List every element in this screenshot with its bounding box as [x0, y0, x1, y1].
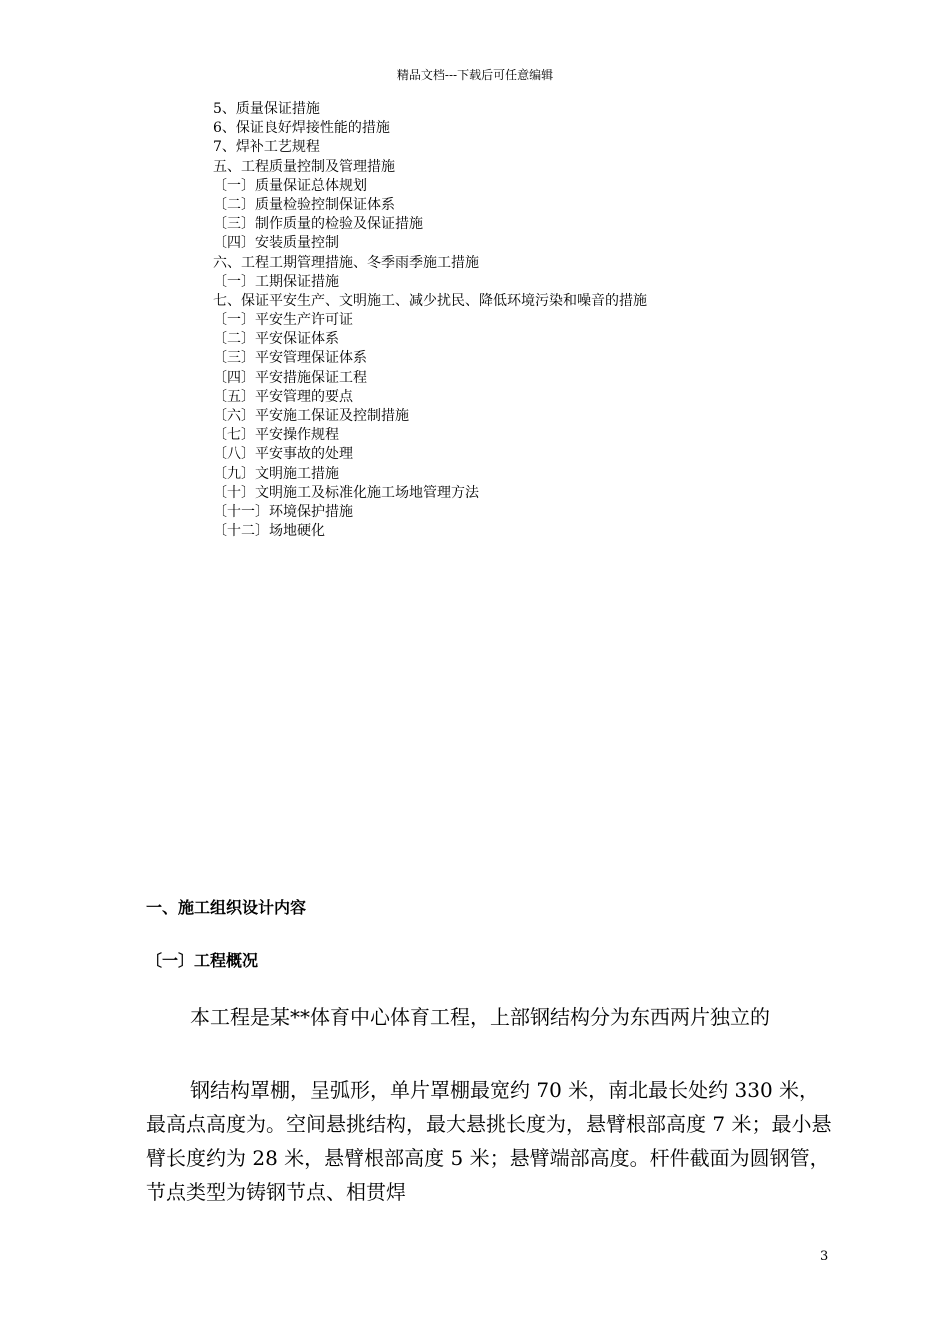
toc-item: 〔二〕平安保证体系 [213, 331, 339, 348]
toc-item: 5、质量保证措施 [213, 101, 320, 117]
body-paragraph: 本工程是某**体育中心体育工程，上部钢结构分为东西两片独立的 [190, 1005, 770, 1029]
toc-item: 6、保证良好焊接性能的措施 [213, 120, 390, 137]
table-of-contents [213, 100, 833, 541]
page-number: 3 [820, 1249, 829, 1264]
section-heading: 一、施工组织设计内容 [146, 898, 307, 917]
toc-item: 〔三〕平安管理保证体系 [213, 350, 367, 367]
toc-item: 〔十一〕环境保护措施 [213, 503, 353, 520]
toc-item: 〔八〕平安事故的处理 [213, 446, 353, 463]
toc-item: 〔五〕平安管理的要点 [213, 388, 353, 405]
toc-item: 〔十二〕场地硬化 [213, 523, 325, 540]
toc-item: 〔七〕平安操作规程 [213, 427, 339, 444]
toc-item: 〔三〕制作质量的检验及保证措施 [213, 216, 423, 233]
page-header: 精品文档---下载后可任意编辑 [396, 68, 554, 82]
section-subheading: 〔一〕工程概况 [146, 951, 259, 970]
toc-item: 五、工程质量控制及管理措施 [213, 158, 395, 175]
toc-item: 〔一〕质量保证总体规划 [213, 177, 367, 194]
toc-item: 〔十〕文明施工及标准化施工场地管理方法 [213, 484, 479, 501]
toc-item: 7、焊补工艺规程 [213, 139, 320, 156]
toc-item: 〔四〕平安措施保证工程 [213, 369, 367, 386]
toc-item: 〔二〕质量检验控制保证体系 [213, 196, 395, 213]
toc-item: 〔九〕文明施工措施 [213, 465, 339, 482]
toc-item: 〔六〕平安施工保证及控制措施 [213, 408, 409, 424]
toc-item: 〔一〕工期保证措施 [213, 273, 339, 290]
body-paragraph: 钢结构罩棚，呈弧形，单片罩棚最宽约 70 米，南北最长处约 330 米，最高点高度为。空间悬挑结构，最大悬挑长度为，悬臂根部高度 7 米；最小悬臂长度约为 28 米，悬臂根部高度 5 米；悬臂端部高度。杆件截面为圆钢管，节点类型为铸钢节点、相贯焊 [146, 1078, 832, 1204]
toc-item: 七、保证平安生产、文明施工、减少扰民、降低环境污染和噪音的措施 [213, 292, 647, 309]
toc-item: 〔四〕安装质量控制 [213, 235, 339, 252]
toc-item: 〔一〕平安生产许可证 [213, 312, 353, 329]
toc-item: 六、工程工期管理措施、冬季雨季施工措施 [213, 254, 479, 271]
